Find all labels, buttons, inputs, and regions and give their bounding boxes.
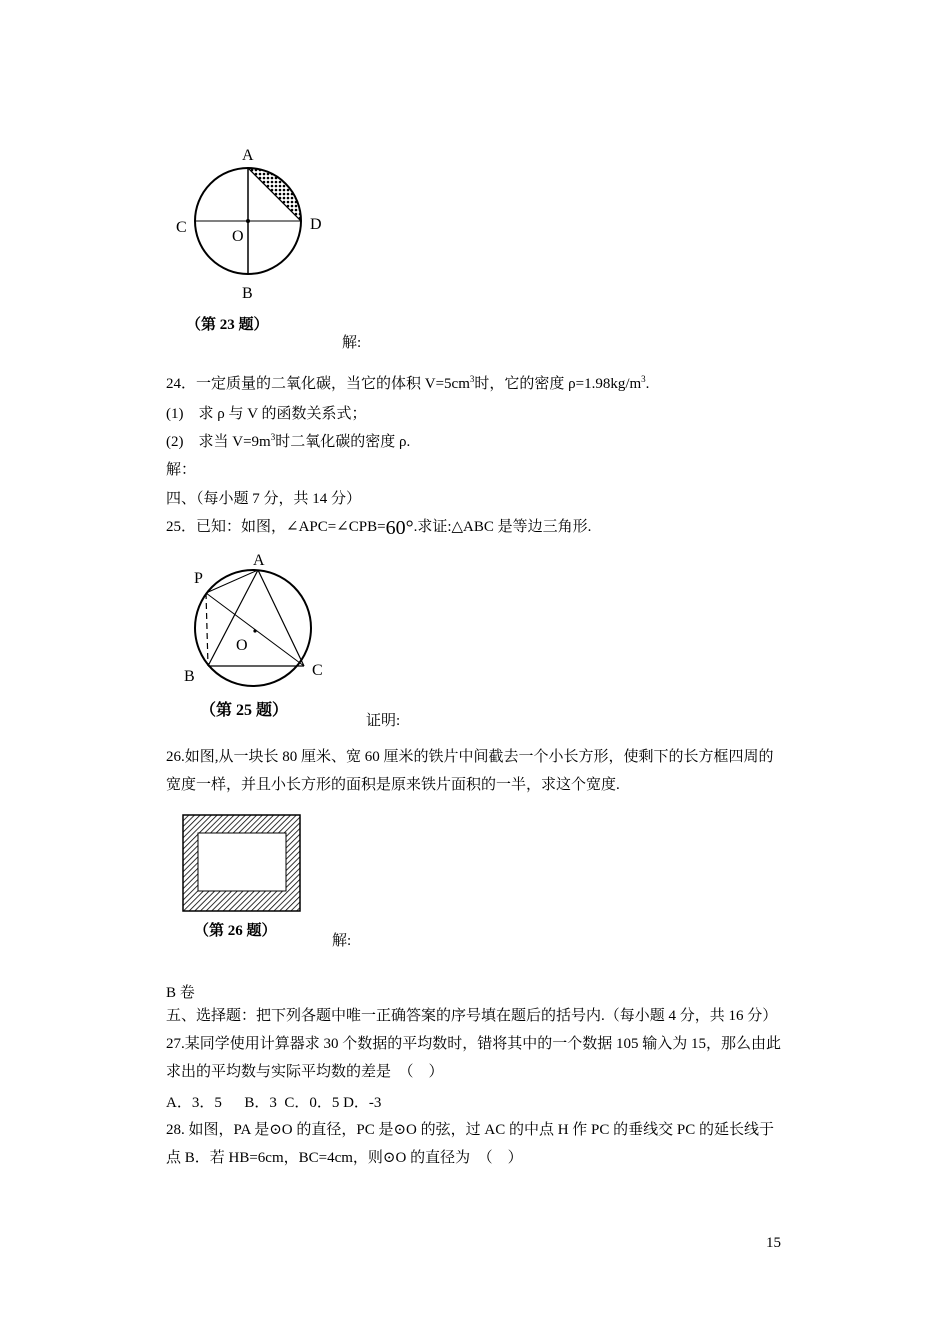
side-ac bbox=[258, 570, 304, 666]
part-b-heading: B 卷 bbox=[166, 985, 195, 1001]
label-o: O bbox=[236, 637, 248, 654]
q24-stem-text: 24．一定质量的二氧化碳，当它的体积 V=5cm bbox=[166, 376, 470, 392]
segment-pb-dashed bbox=[206, 593, 208, 666]
label-o: O bbox=[232, 228, 244, 245]
q23-answer-label: 解: bbox=[342, 335, 362, 351]
q25-stem-end: .求证:△ABC 是等边三角形. bbox=[413, 519, 592, 535]
q24-stem-end: . bbox=[645, 376, 650, 392]
figure-26 bbox=[180, 812, 310, 947]
label-b: B bbox=[242, 285, 253, 302]
q24-part-2-end: 时二氧化碳的密度 ρ. bbox=[275, 434, 411, 450]
figure-23-caption: （第 23 题） bbox=[186, 317, 269, 333]
label-p: P bbox=[194, 570, 203, 587]
label-b: B bbox=[184, 668, 195, 685]
q24-part-1: (1) 求 ρ 与 V 的函数关系式； bbox=[166, 406, 367, 422]
label-c: C bbox=[312, 662, 323, 679]
figure-25 bbox=[178, 545, 348, 725]
figure-26-caption: （第 26 题） bbox=[194, 923, 277, 939]
q25-angle: 60° bbox=[385, 517, 414, 539]
label-d: D bbox=[310, 216, 322, 233]
center-point bbox=[253, 629, 256, 632]
q26-stem: 26.如图,从一块长 80 厘米、宽 60 厘米的铁片中间截去一个小长方形，使剩下的长方框四周的宽度一样，并且小长方形的面积是原来铁片面积的一半，求这个宽度. bbox=[166, 749, 774, 793]
section-4-heading: 四、（每小题 7 分，共 14 分） bbox=[166, 491, 362, 507]
q28-stem: 28. 如图，PA 是⊙O 的直径，PC 是⊙O 的弦，过 AC 的中点 H 作 PC 的垂线交 PC 的延长线于点 B．若 HB=6cm，BC=4cm，则⊙O 的直径为 （ ） bbox=[166, 1122, 774, 1166]
q25-stem bbox=[166, 515, 591, 537]
figure-25-caption: （第 25 题） bbox=[200, 702, 289, 719]
page-number: 15 bbox=[766, 1235, 781, 1251]
q27-options: A．3．5 B．3 C．0．5 D．-3 bbox=[166, 1095, 382, 1111]
label-a: A bbox=[253, 552, 265, 569]
center-point bbox=[246, 219, 250, 223]
q24-stem bbox=[166, 374, 649, 394]
q24-part-2-text: (2) 求当 V=9m bbox=[166, 434, 271, 450]
q24-superscript-2: 3 bbox=[641, 374, 646, 384]
q26-answer-label: 解: bbox=[332, 933, 352, 949]
q24-superscript: 3 bbox=[469, 374, 475, 384]
inner-rectangle bbox=[198, 833, 286, 891]
label-a: A bbox=[242, 147, 254, 164]
q24-part-2-superscript: 3 bbox=[270, 432, 276, 442]
label-c: C bbox=[176, 219, 187, 236]
q24-part-2 bbox=[166, 432, 410, 452]
q25-proof-label: 证明: bbox=[366, 713, 401, 729]
figure-23 bbox=[170, 140, 340, 340]
q24-answer-label: 解： bbox=[166, 462, 197, 478]
section-5-and-q27: 五、选择题：把下列各题中唯一正确答案的序号填在题后的括号内.（每小题 4 分，共 16 分）27.某同学使用计算器求 30 个数据的平均数时，错将其中的一个数据 105 输入为 15，那么由此求出的平均数与实际平均数的差是 （ ） bbox=[166, 1008, 782, 1080]
q25-stem-text: 25．已知：如图，∠APC=∠CPB= bbox=[166, 519, 386, 535]
q24-stem-text-2: 时，它的密度 ρ=1.98kg/m bbox=[474, 376, 642, 392]
